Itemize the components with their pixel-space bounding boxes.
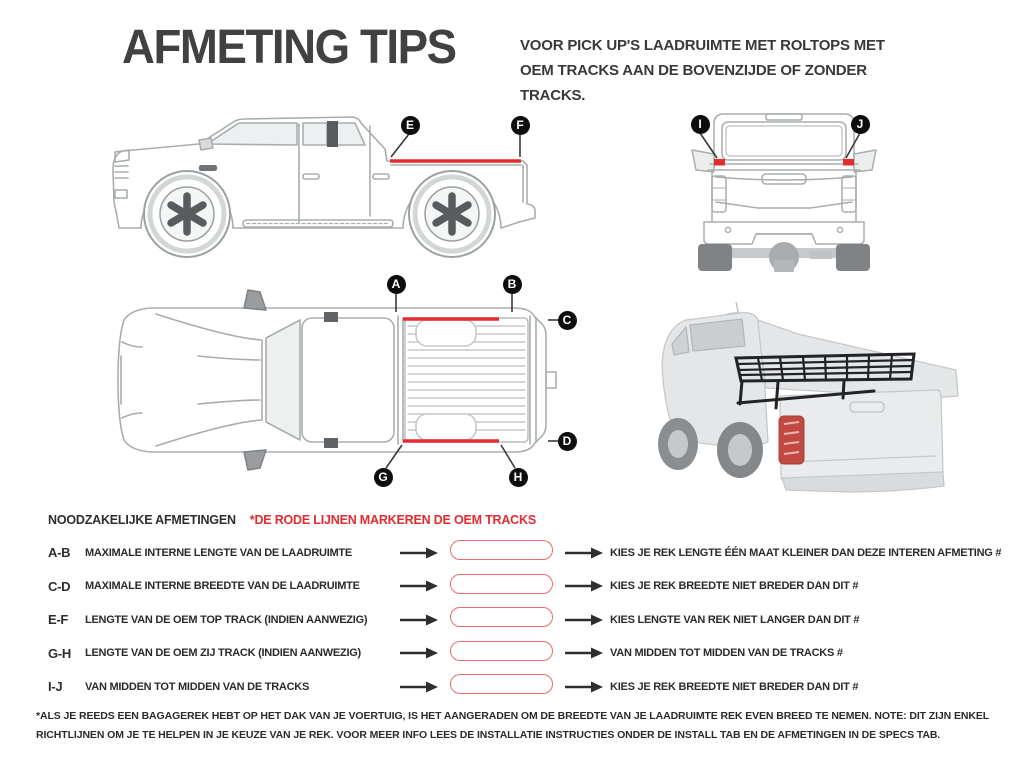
arrow-right-icon: [400, 647, 438, 659]
marker-g: G: [374, 468, 393, 487]
pickup-rack-iso-diagram: [648, 292, 1018, 494]
section-note: *DE RODE LIJNEN MARKEREN DE OEM TRACKS: [249, 513, 536, 527]
measurement-row-cd: [48, 570, 1010, 604]
row-description: VAN MIDDEN TOT MIDDEN VAN DE TRACKS: [85, 680, 310, 693]
measurement-row-gh: [48, 637, 1010, 671]
marker-a: A: [387, 275, 406, 294]
row-code: E-F: [48, 612, 69, 628]
marker-h: H: [509, 468, 528, 487]
arrow-right-icon: [565, 580, 603, 592]
pickup-top-view-diagram: [110, 272, 592, 492]
row-instruction: KIES JE REK BREEDTE NIET BREDER DAN DIT #: [610, 580, 859, 593]
marker-j: J: [851, 115, 870, 134]
measurement-row-ij: [48, 670, 1010, 704]
oem-track-mark-left: [714, 159, 725, 166]
measurement-value-box[interactable]: [450, 574, 553, 594]
oem-track-mark-right: [843, 159, 854, 166]
arrow-right-icon: [565, 614, 603, 626]
row-instruction: KIES JE REK BREEDTE NIET BREDER DAN DIT #: [610, 680, 859, 693]
arrow-right-icon: [400, 681, 438, 693]
row-description: MAXIMALE INTERNE BREEDTE VAN DE LAADRUIMTE: [85, 580, 360, 593]
arrow-right-icon: [565, 681, 603, 693]
footnote: *ALS JE REEDS EEN BAGAGEREK HEBT OP HET DAK VAN JE VOERTUIG, IS HET AANGERADEN OM DE BREEDTE VAN JE LAADRUIMTE REK EVEN BREED TE NEMEN. NOTE: DIT ZIJN ENKEL RICHTLIJNEN OM JE TE HELPEN IN JE KEUZE VAN JE REK. VOOR MEER INFO LEES DE INSTALLATIE INSTRUCTIES ONDER DE INSTALL TAB EN DE AFMETINGEN IN DE SPECS TAB.: [36, 710, 989, 741]
row-description: LENGTE VAN DE OEM TOP TRACK (INDIEN AANWEZIG): [85, 613, 368, 626]
row-description: LENGTE VAN DE OEM ZIJ TRACK (INDIEN AANWEZIG): [85, 647, 361, 660]
row-instruction: KIES LENGTE VAN REK NIET LANGER DAN DIT #: [610, 613, 860, 626]
arrow-right-icon: [400, 547, 438, 559]
row-code: A-B: [48, 545, 71, 561]
pickup-top-view-illustration: [110, 272, 592, 492]
measurement-value-box[interactable]: [450, 540, 553, 560]
measurement-row-ef: [48, 603, 1010, 637]
marker-e: E: [401, 116, 420, 135]
pickup-with-rack-illustration: [648, 292, 1018, 494]
arrow-right-icon: [400, 614, 438, 626]
row-code: C-D: [48, 578, 71, 594]
arrow-right-icon: [565, 547, 603, 559]
section-title: NOODZAKELIJKE AFMETINGEN: [48, 513, 236, 527]
row-code: G-H: [48, 645, 71, 661]
marker-i: I: [691, 115, 710, 134]
arrow-right-icon: [400, 580, 438, 592]
measurement-value-box[interactable]: [450, 674, 553, 694]
row-description: MAXIMALE INTERNE LENGTE VAN DE LAADRUIMTE: [85, 546, 352, 559]
page-subtitle: VOOR PICK UP'S LAADRUIMTE MET ROLTOPS MET OEM TRACKS AAN DE BOVENZIJDE OF ZONDER TRACKS.: [520, 37, 885, 104]
marker-b: B: [503, 275, 522, 294]
marker-c: C: [558, 311, 577, 330]
pickup-side-view-illustration: [103, 104, 553, 262]
marker-f: F: [511, 116, 530, 135]
page-title: AFMETING TIPS: [122, 21, 456, 74]
measurement-value-box[interactable]: [450, 607, 553, 627]
arrow-right-icon: [565, 647, 603, 659]
row-code: I-J: [48, 679, 63, 695]
pickup-side-view-diagram: [103, 104, 553, 262]
measurements-section: [48, 513, 1010, 704]
row-instruction: VAN MIDDEN TOT MIDDEN VAN DE TRACKS #: [610, 647, 843, 660]
row-instruction: KIES JE REK LENGTE ÉÉN MAAT KLEINER DAN DEZE INTEREN AFMETING #: [610, 546, 1002, 559]
measurement-row-ab: [48, 536, 1010, 570]
marker-d: D: [558, 432, 577, 451]
measurement-value-box[interactable]: [450, 641, 553, 661]
